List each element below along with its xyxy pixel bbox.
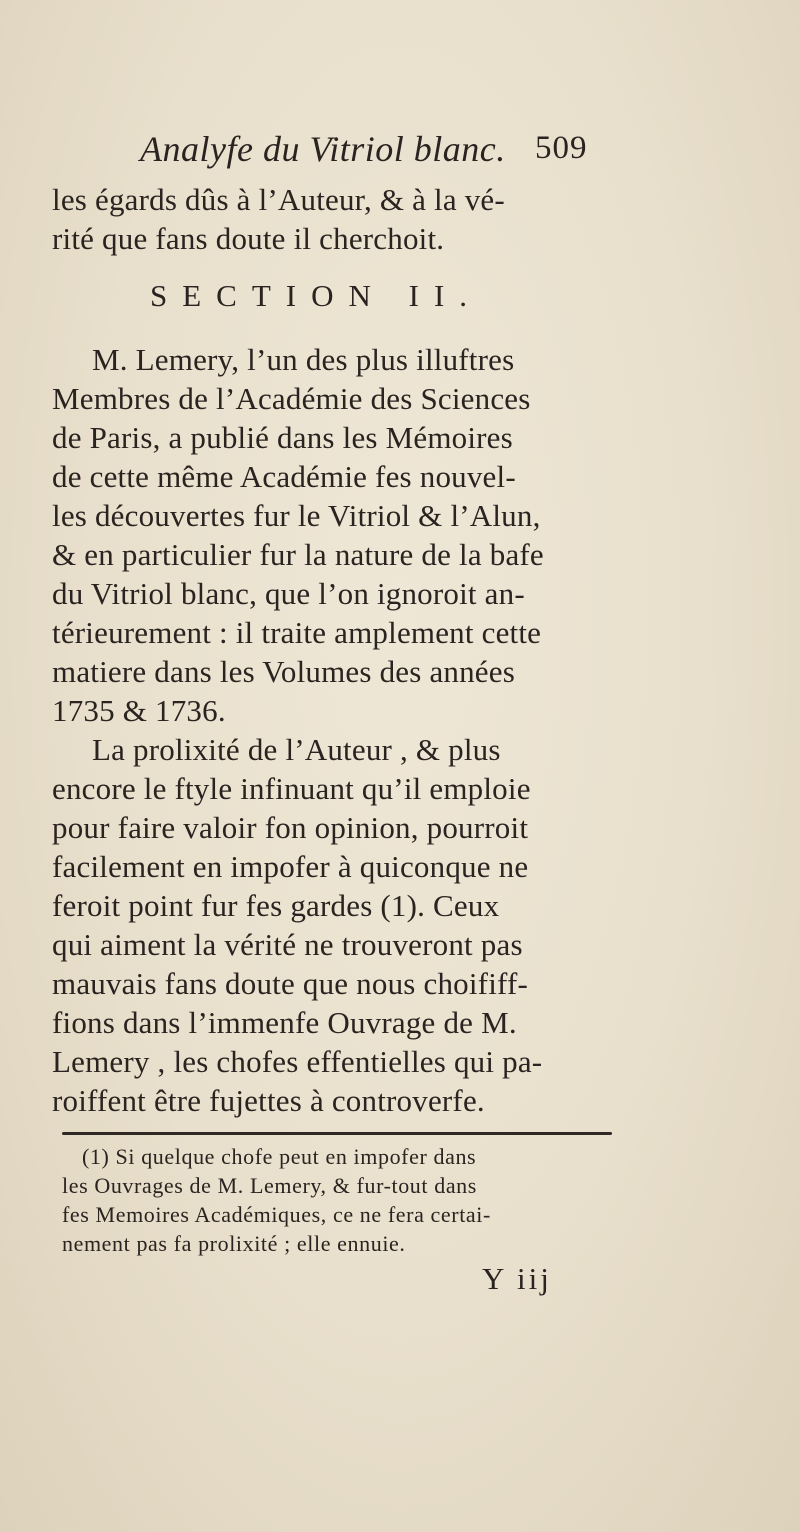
text-line: les égards dûs à l’Auteur, & à la vé-	[52, 182, 505, 217]
section-title: SECTION II.	[150, 278, 483, 313]
paragraph-line: fions dans l’immenfe Ouvrage de M.	[52, 1005, 517, 1040]
paragraph-line: térieurement : il traite amplement cette	[52, 615, 542, 650]
running-head	[0, 128, 800, 178]
footnote-line: (1) Si quelque chofe peut en impofer dans	[82, 1144, 477, 1169]
paragraph-line: qui aiment la vérité ne trouveront pas	[52, 927, 523, 962]
paragraph-line: & en particulier fur la nature de la bafe	[52, 537, 544, 572]
paragraph-line: feroit point fur fes gardes (1). Ceux	[52, 888, 500, 923]
paragraph-line: de cette même Académie fes nouvel-	[52, 459, 516, 494]
paragraph-line: roiffent être fujettes à controverfe.	[52, 1083, 485, 1118]
paragraph-line: du Vitriol blanc, que l’on ignoroit an-	[52, 576, 525, 611]
paragraph-line: M. Lemery, l’un des plus illuftres	[92, 342, 515, 377]
paragraph-line: encore le ftyle infinuant qu’il emploie	[52, 771, 531, 806]
paragraph-line: matiere dans les Volumes des années	[52, 654, 515, 689]
footnote-rule	[62, 1132, 612, 1135]
page-number: 509	[535, 130, 588, 166]
paragraph-line: 1735 & 1736.	[52, 693, 226, 728]
paragraph-line: Membres de l’Académie des Sciences	[52, 381, 531, 416]
footnote-line: les Ouvrages de M. Lemery, & fur-tout dans	[62, 1173, 477, 1198]
text-line: rité que fans doute il cherchoit.	[52, 221, 445, 256]
footnote-line: fes Memoires Académiques, ce ne fera certai-	[62, 1202, 491, 1227]
paragraph-line: mauvais fans doute que nous choififf-	[52, 966, 529, 1001]
paragraph-line: les découvertes fur le Vitriol & l’Alun,	[52, 498, 541, 533]
paragraph-line: La prolixité de l’Auteur , & plus	[92, 732, 501, 767]
paragraph-line: facilement en impofer à quiconque ne	[52, 849, 529, 884]
paragraph-line: Lemery , les chofes effentielles qui pa-	[52, 1044, 543, 1079]
paragraph-line: pour faire valoir fon opinion, pourroit	[52, 810, 529, 845]
signature-mark: Y iij	[482, 1261, 552, 1296]
paragraph-line: de Paris, a publié dans les Mémoires	[52, 420, 513, 455]
running-title: Analyfe du Vitriol blanc.	[140, 129, 506, 169]
footnote-line: nement pas fa prolixité ; elle ennuie.	[62, 1231, 406, 1256]
